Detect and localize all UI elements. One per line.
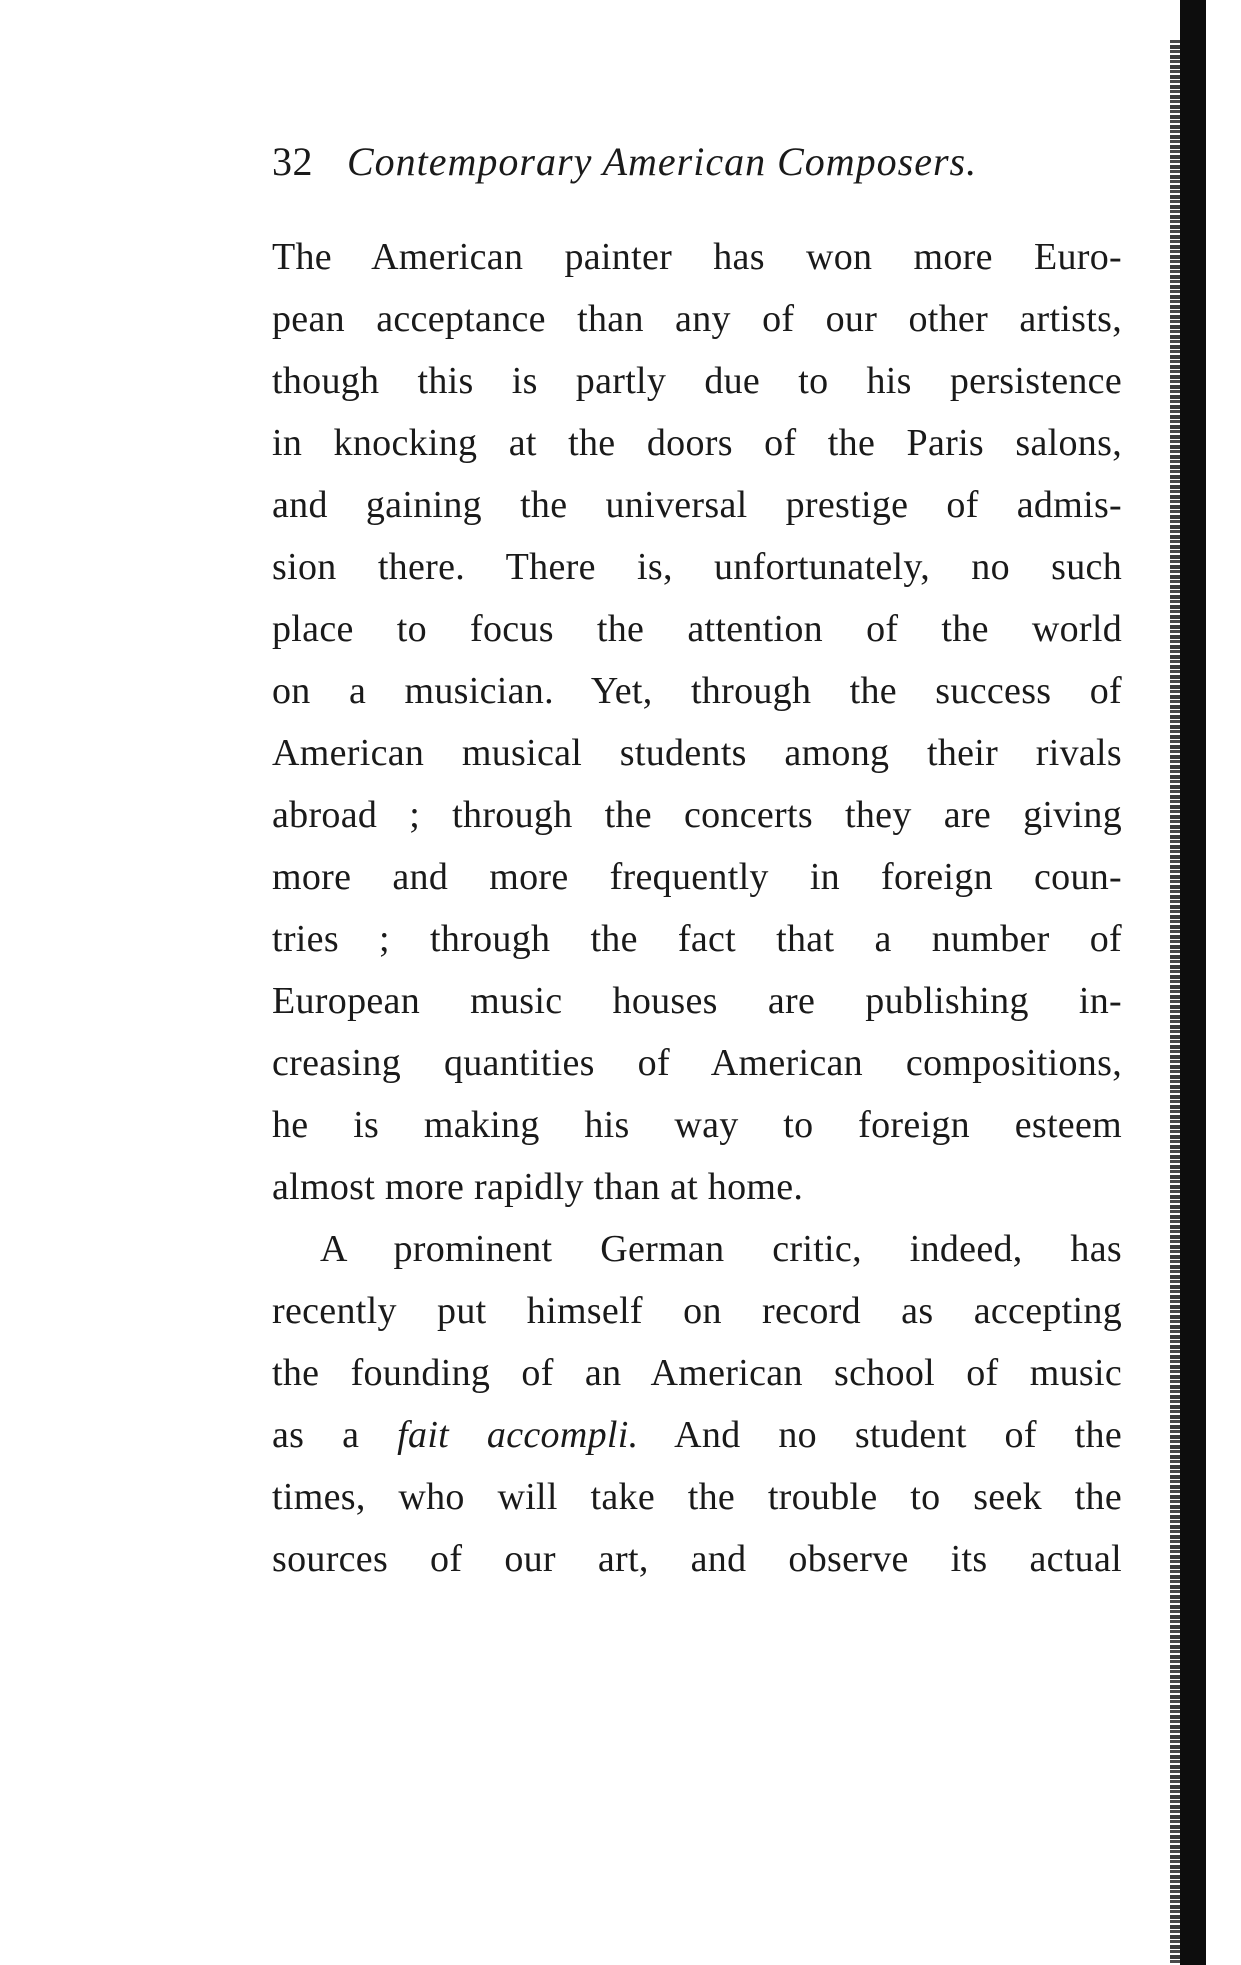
scan-edge-bar bbox=[1180, 0, 1206, 1965]
text-line: creasing quantities of American compositions, bbox=[272, 1042, 1122, 1084]
text-line: The American painter has won more Euro- bbox=[272, 236, 1122, 278]
scan-edge-top bbox=[1150, 0, 1180, 40]
text-line: place to focus the attention of the world bbox=[272, 608, 1122, 650]
text-line: pean acceptance than any of our other artists, bbox=[272, 298, 1122, 340]
text-line: on a musician. Yet, through the success of bbox=[272, 670, 1122, 712]
text-line: almost more rapidly than at home. bbox=[272, 1166, 804, 1208]
text-line: sources of our art, and observe its actual bbox=[272, 1538, 1122, 1580]
text-line: abroad ; through the concerts they are giving bbox=[272, 794, 1122, 836]
text-line: in knocking at the doors of the Paris salons, bbox=[272, 422, 1122, 464]
italic-phrase: fait accompli. bbox=[397, 1414, 639, 1456]
running-head-title: Contemporary American Composers. bbox=[347, 139, 978, 184]
text-line-with-italic bbox=[272, 1404, 1122, 1466]
text-line: sion there. There is, unfortunately, no such bbox=[272, 546, 1122, 588]
text-line: more and more frequently in foreign coun- bbox=[272, 856, 1122, 898]
text-line: though this is partly due to his persistence bbox=[272, 360, 1122, 402]
running-head bbox=[272, 138, 977, 186]
text-line: and gaining the universal prestige of admis- bbox=[272, 484, 1122, 526]
text-line: A prominent German critic, indeed, has bbox=[320, 1228, 1122, 1270]
text-run: And no student of the bbox=[638, 1414, 1122, 1456]
text-line: times, who will take the trouble to seek the bbox=[272, 1476, 1122, 1518]
text-line: he is making his way to foreign esteem bbox=[272, 1104, 1122, 1146]
text-line: the founding of an American school of music bbox=[272, 1352, 1122, 1394]
text-line: tries ; through the fact that a number of bbox=[272, 918, 1122, 960]
text-run: as a bbox=[272, 1414, 398, 1456]
text-line: American musical students among their rivals bbox=[272, 732, 1122, 774]
page-number: 32 bbox=[272, 139, 313, 184]
text-line: recently put himself on record as accepting bbox=[272, 1290, 1122, 1332]
text-line: European music houses are publishing in- bbox=[272, 980, 1122, 1022]
body-text bbox=[272, 226, 1122, 1590]
